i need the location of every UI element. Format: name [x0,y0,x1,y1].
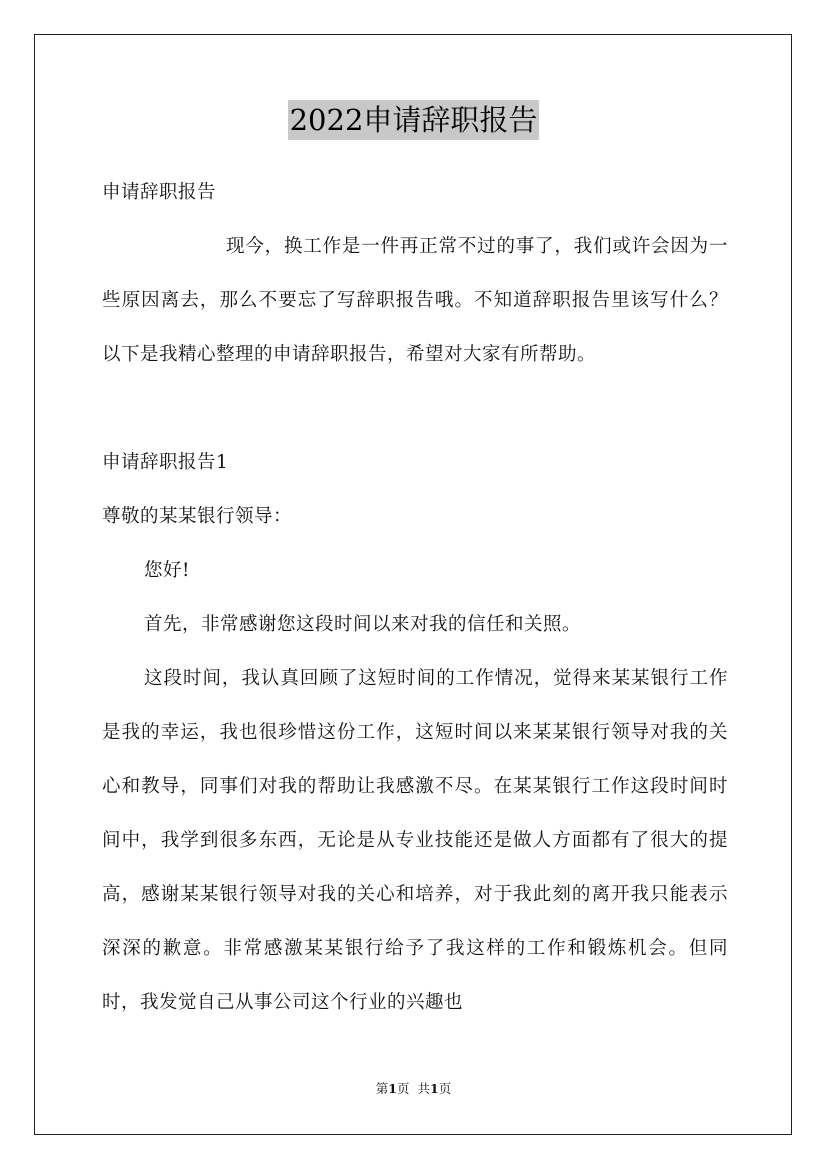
page-prefix: 第 [375,1081,389,1096]
section-heading: 申请辞职报告1 [102,452,229,473]
document-body [102,166,728,1030]
intro-paragraph: 现今，换工作是一件再正常不过的事了，我们或许会因为一些原因离去，那么不要忘了写辞职报告哦。不知道辞职报告里该写什么？以下是我精心整理的申请辞职报告，希望对大家有所帮助。 [102,236,728,365]
body-paragraph: 这段时间，我认真回顾了这短时间的工作情况，觉得来某某银行工作是我的幸运，我也很珍惜这份工作，这短时间以来某某银行领导对我的关心和教导，同事们对我的帮助让我感激不尽。在某某银行工作这段时间时间中，我学到很多东西，无论是从专业技能还是做人方面都有了很大的提高，感谢某某银行领导对我的关心和培养，对于我此刻的离开我只能表示深深的歉意。非常感激某某银行给予了我这样的工作和锻炼机会。但同时，我发觉自己从事公司这个行业的兴趣也 [102,668,728,1013]
body-paragraph: 首先，非常感谢您这段时间以来对我的信任和关照。 [144,614,582,635]
document-title: 2022申请辞职报告 [288,100,540,140]
title-container [0,100,827,140]
total-prefix: 共 [417,1081,430,1096]
section-heading: 申请辞职报告 [102,182,217,203]
page-footer [0,1080,827,1098]
total-pages: 1 [429,1081,439,1096]
greeting: 您好! [144,560,190,581]
page-suffix: 页 [397,1081,410,1096]
total-suffix: 页 [438,1081,452,1096]
salutation: 尊敬的某某银行领导： [102,506,293,527]
page-current: 1 [388,1081,397,1096]
blank-line [102,382,728,436]
